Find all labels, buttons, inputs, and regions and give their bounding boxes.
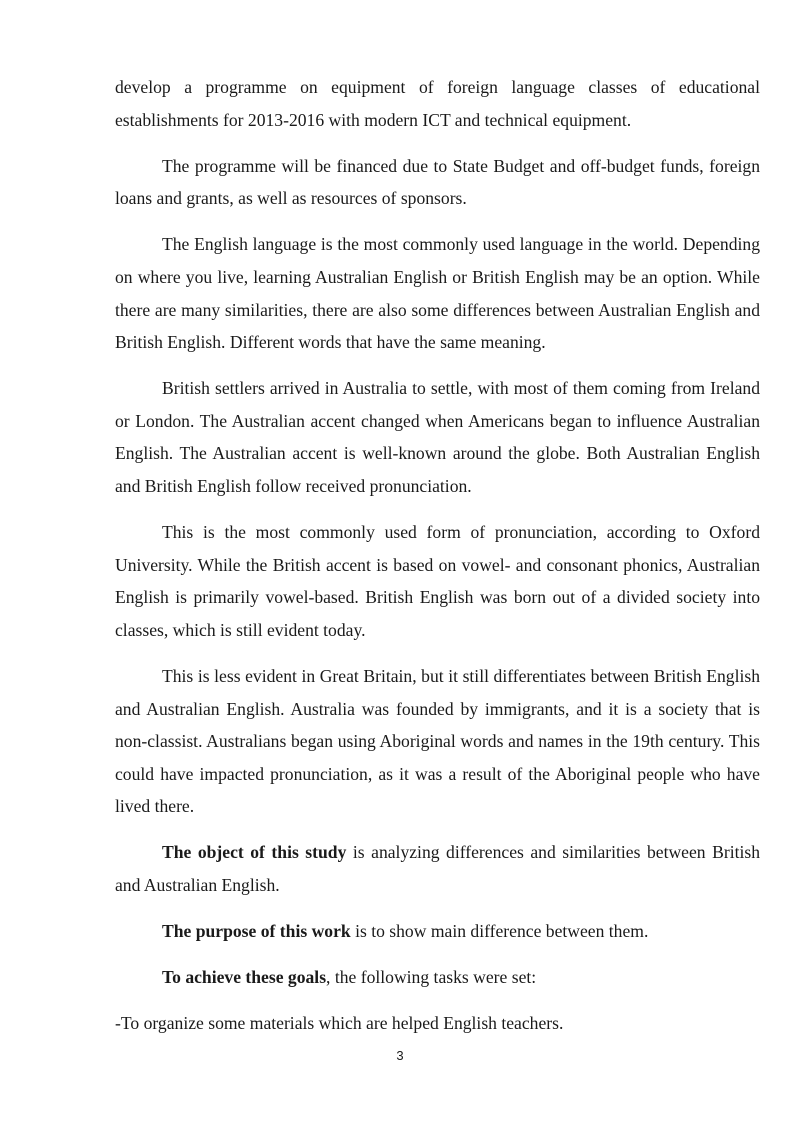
paragraph-british-settlers [115, 372, 760, 502]
purpose-lead: The purpose of this work [162, 921, 351, 942]
page-number: 3 [396, 1048, 404, 1063]
page-body [115, 71, 760, 1053]
paragraph-purpose [115, 915, 760, 948]
paragraph-continued [115, 71, 760, 136]
paragraph-object [115, 836, 760, 901]
paragraph-text: is to show main difference between them. [350, 921, 649, 942]
paragraph-text: British settlers arrived in Australia to settle, with most of them coming from Ireland or London. The Australian accent changed when Americans began to influence Australian English. The Australian accent is well-known around the globe. Both Australian English and British English follow received pronunciation. [115, 378, 760, 497]
object-lead: The object of this study [162, 842, 347, 863]
paragraph-financing [115, 150, 760, 215]
paragraph-great-britain [115, 660, 760, 823]
paragraph-text: The English language is the most commonly used language in the world. Depending on where you live, learning Australian English or British English may be an option. While there are many similarities, there are also some differences between Australian English and British English. Different words that have the same meaning. [115, 234, 760, 353]
paragraph-text: This is the most commonly used form of pronunciation, according to Oxford University. While the British accent is based on vowel- and consonant phonics, Australian English is primarily vowel-based. British English was born out of a divided society into classes, which is still evident today. [115, 522, 760, 640]
paragraph-text: This is less evident in Great Britain, but it still differentiates between British English and Australian English. Australia was founded by immigrants, and it is a society that is non-classist. Australians began using Aboriginal words and names in the 19th century. This could have impacted pronunciation, as it was a result of the Aboriginal people who have lived there. [115, 666, 760, 817]
paragraph-text: -To organize some materials which are helped English teachers. [115, 1013, 564, 1034]
paragraph-text: is analyzing differences and similarities between British and Australian English. [115, 842, 760, 896]
goals-lead: To achieve these goals [162, 967, 327, 988]
paragraph-pronunciation [115, 516, 760, 646]
paragraph-text: The programme will be financed due to State Budget and off-budget funds, foreign loans and grants, as well as resources of sponsors. [115, 155, 760, 209]
paragraph-english-language [115, 228, 760, 358]
paragraph-text: , the following tasks were set: [326, 967, 537, 988]
task-list-item [115, 1007, 760, 1040]
paragraph-text: develop a programme on equipment of foreign language classes of educational establishments for 2013-2016 with modern ICT and technical equipment. [115, 77, 760, 130]
paragraph-goals [115, 961, 760, 994]
